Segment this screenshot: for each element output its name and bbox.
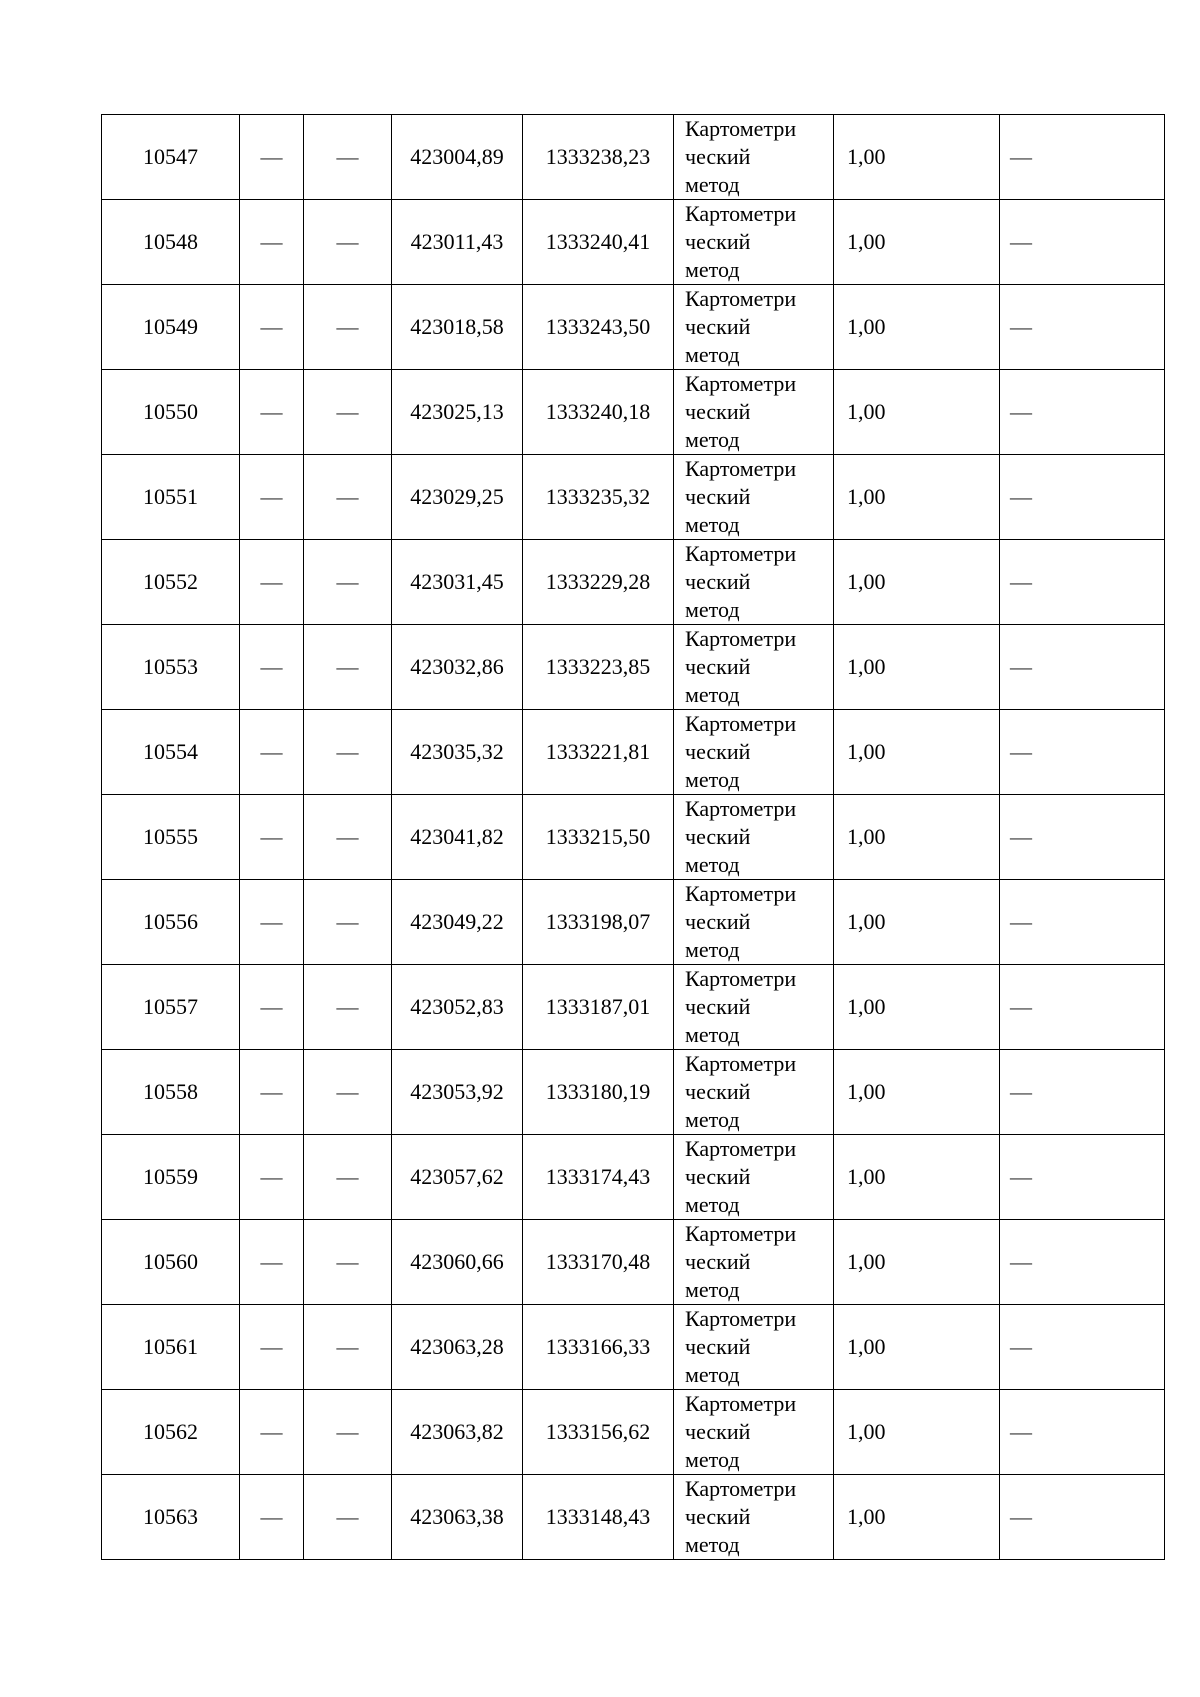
- point-number-cell: 10558: [102, 1050, 240, 1135]
- method-text-line: ческий: [685, 1504, 751, 1529]
- empty-value-cell: —: [304, 540, 392, 625]
- y-coordinate-cell: 1333235,32: [523, 455, 674, 540]
- method-text-line: метод: [685, 767, 740, 792]
- method-text-line: Картометри: [685, 541, 797, 566]
- table-row: [102, 540, 1165, 625]
- method-cell: [674, 370, 834, 455]
- accuracy-cell: 1,00: [834, 625, 1000, 710]
- empty-value-cell: —: [240, 880, 304, 965]
- empty-value-cell: —: [1000, 625, 1165, 710]
- accuracy-cell: 1,00: [834, 1135, 1000, 1220]
- point-number-cell: 10555: [102, 795, 240, 880]
- point-number-cell: 10559: [102, 1135, 240, 1220]
- point-number-cell: 10552: [102, 540, 240, 625]
- empty-value-cell: —: [1000, 285, 1165, 370]
- method-cell: [674, 710, 834, 795]
- table-row: [102, 965, 1165, 1050]
- empty-value-cell: —: [1000, 1220, 1165, 1305]
- method-text-line: метод: [685, 937, 740, 962]
- method-text-line: Картометри: [685, 116, 797, 141]
- empty-value-cell: —: [240, 1305, 304, 1390]
- y-coordinate-cell: 1333238,23: [523, 115, 674, 200]
- method-text-line: Картометри: [685, 371, 797, 396]
- method-text-line: метод: [685, 427, 740, 452]
- method-text-line: метод: [685, 1362, 740, 1387]
- accuracy-cell: 1,00: [834, 965, 1000, 1050]
- empty-value-cell: —: [1000, 880, 1165, 965]
- accuracy-cell: 1,00: [834, 370, 1000, 455]
- method-text-line: Картометри: [685, 881, 797, 906]
- accuracy-cell: 1,00: [834, 1305, 1000, 1390]
- empty-value-cell: —: [1000, 1390, 1165, 1475]
- empty-value-cell: —: [240, 1220, 304, 1305]
- x-coordinate-cell: 423035,32: [392, 710, 523, 795]
- method-text-line: ческий: [685, 1164, 751, 1189]
- point-number-cell: 10554: [102, 710, 240, 795]
- method-text-line: ческий: [685, 824, 751, 849]
- empty-value-cell: —: [1000, 1050, 1165, 1135]
- empty-value-cell: —: [1000, 200, 1165, 285]
- table-row: [102, 625, 1165, 710]
- point-number-cell: 10547: [102, 115, 240, 200]
- y-coordinate-cell: 1333243,50: [523, 285, 674, 370]
- empty-value-cell: —: [304, 200, 392, 285]
- method-text-line: метод: [685, 1532, 740, 1557]
- x-coordinate-cell: 423004,89: [392, 115, 523, 200]
- point-number-cell: 10549: [102, 285, 240, 370]
- empty-value-cell: —: [240, 1475, 304, 1560]
- y-coordinate-cell: 1333221,81: [523, 710, 674, 795]
- point-number-cell: 10561: [102, 1305, 240, 1390]
- x-coordinate-cell: 423032,86: [392, 625, 523, 710]
- method-text-line: ческий: [685, 909, 751, 934]
- method-cell: [674, 200, 834, 285]
- empty-value-cell: —: [240, 795, 304, 880]
- method-cell: [674, 115, 834, 200]
- point-number-cell: 10563: [102, 1475, 240, 1560]
- empty-value-cell: —: [1000, 1135, 1165, 1220]
- accuracy-cell: 1,00: [834, 795, 1000, 880]
- empty-value-cell: —: [1000, 115, 1165, 200]
- method-text-line: метод: [685, 1022, 740, 1047]
- accuracy-cell: 1,00: [834, 710, 1000, 795]
- table-row: [102, 1305, 1165, 1390]
- method-text-line: метод: [685, 1192, 740, 1217]
- method-text-line: ческий: [685, 484, 751, 509]
- y-coordinate-cell: 1333223,85: [523, 625, 674, 710]
- method-cell: [674, 1050, 834, 1135]
- table-row: [102, 795, 1165, 880]
- method-text-line: Картометри: [685, 626, 797, 651]
- method-cell: [674, 1220, 834, 1305]
- empty-value-cell: —: [1000, 455, 1165, 540]
- empty-value-cell: —: [240, 625, 304, 710]
- method-text-line: Картометри: [685, 286, 797, 311]
- empty-value-cell: —: [240, 200, 304, 285]
- method-text-line: метод: [685, 512, 740, 537]
- x-coordinate-cell: 423041,82: [392, 795, 523, 880]
- method-cell: [674, 1135, 834, 1220]
- method-text-line: метод: [685, 342, 740, 367]
- empty-value-cell: —: [240, 540, 304, 625]
- method-cell: [674, 285, 834, 370]
- y-coordinate-cell: 1333229,28: [523, 540, 674, 625]
- empty-value-cell: —: [304, 625, 392, 710]
- accuracy-cell: 1,00: [834, 455, 1000, 540]
- accuracy-cell: 1,00: [834, 540, 1000, 625]
- empty-value-cell: —: [240, 455, 304, 540]
- y-coordinate-cell: 1333166,33: [523, 1305, 674, 1390]
- method-cell: [674, 455, 834, 540]
- empty-value-cell: —: [1000, 370, 1165, 455]
- method-text-line: метод: [685, 172, 740, 197]
- empty-value-cell: —: [240, 370, 304, 455]
- x-coordinate-cell: 423063,38: [392, 1475, 523, 1560]
- empty-value-cell: —: [304, 710, 392, 795]
- empty-value-cell: —: [304, 455, 392, 540]
- y-coordinate-cell: 1333174,43: [523, 1135, 674, 1220]
- empty-value-cell: —: [1000, 1475, 1165, 1560]
- empty-value-cell: —: [240, 285, 304, 370]
- accuracy-cell: 1,00: [834, 1220, 1000, 1305]
- empty-value-cell: —: [304, 1475, 392, 1560]
- x-coordinate-cell: 423029,25: [392, 455, 523, 540]
- method-cell: [674, 880, 834, 965]
- x-coordinate-cell: 423011,43: [392, 200, 523, 285]
- method-text-line: Картометри: [685, 456, 797, 481]
- empty-value-cell: —: [304, 795, 392, 880]
- empty-value-cell: —: [240, 115, 304, 200]
- method-cell: [674, 965, 834, 1050]
- y-coordinate-cell: 1333198,07: [523, 880, 674, 965]
- method-text-line: ческий: [685, 314, 751, 339]
- empty-value-cell: —: [1000, 1305, 1165, 1390]
- y-coordinate-cell: 1333215,50: [523, 795, 674, 880]
- empty-value-cell: —: [304, 1220, 392, 1305]
- method-text-line: метод: [685, 1447, 740, 1472]
- method-text-line: ческий: [685, 1419, 751, 1444]
- method-cell: [674, 625, 834, 710]
- method-text-line: метод: [685, 1277, 740, 1302]
- empty-value-cell: —: [1000, 710, 1165, 795]
- y-coordinate-cell: 1333170,48: [523, 1220, 674, 1305]
- y-coordinate-cell: 1333156,62: [523, 1390, 674, 1475]
- table-row: [102, 285, 1165, 370]
- method-text-line: метод: [685, 597, 740, 622]
- method-text-line: ческий: [685, 229, 751, 254]
- empty-value-cell: —: [240, 1050, 304, 1135]
- method-text-line: Картометри: [685, 1136, 797, 1161]
- method-cell: [674, 1305, 834, 1390]
- table-row: [102, 1220, 1165, 1305]
- table-row: [102, 1050, 1165, 1135]
- empty-value-cell: —: [304, 1390, 392, 1475]
- table-row: [102, 710, 1165, 795]
- x-coordinate-cell: 423053,92: [392, 1050, 523, 1135]
- empty-value-cell: —: [240, 965, 304, 1050]
- accuracy-cell: 1,00: [834, 285, 1000, 370]
- method-text-line: метод: [685, 257, 740, 282]
- point-number-cell: 10550: [102, 370, 240, 455]
- empty-value-cell: —: [240, 1390, 304, 1475]
- method-text-line: метод: [685, 852, 740, 877]
- accuracy-cell: 1,00: [834, 200, 1000, 285]
- x-coordinate-cell: 423063,28: [392, 1305, 523, 1390]
- method-cell: [674, 795, 834, 880]
- method-text-line: Картометри: [685, 1476, 797, 1501]
- empty-value-cell: —: [1000, 795, 1165, 880]
- method-text-line: ческий: [685, 1249, 751, 1274]
- method-text-line: ческий: [685, 994, 751, 1019]
- method-text-line: ческий: [685, 144, 751, 169]
- accuracy-cell: 1,00: [834, 1390, 1000, 1475]
- point-number-cell: 10556: [102, 880, 240, 965]
- method-text-line: Картометри: [685, 201, 797, 226]
- table-row: [102, 1135, 1165, 1220]
- table-row: [102, 455, 1165, 540]
- y-coordinate-cell: 1333148,43: [523, 1475, 674, 1560]
- empty-value-cell: —: [304, 965, 392, 1050]
- y-coordinate-cell: 1333240,18: [523, 370, 674, 455]
- method-text-line: метод: [685, 1107, 740, 1132]
- accuracy-cell: 1,00: [834, 880, 1000, 965]
- x-coordinate-cell: 423052,83: [392, 965, 523, 1050]
- method-cell: [674, 1475, 834, 1560]
- empty-value-cell: —: [304, 880, 392, 965]
- empty-value-cell: —: [240, 1135, 304, 1220]
- table-row: [102, 1475, 1165, 1560]
- x-coordinate-cell: 423060,66: [392, 1220, 523, 1305]
- method-text-line: Картометри: [685, 711, 797, 736]
- method-text-line: ческий: [685, 739, 751, 764]
- point-number-cell: 10551: [102, 455, 240, 540]
- x-coordinate-cell: 423049,22: [392, 880, 523, 965]
- empty-value-cell: —: [1000, 540, 1165, 625]
- method-text-line: ческий: [685, 1079, 751, 1104]
- empty-value-cell: —: [304, 370, 392, 455]
- y-coordinate-cell: 1333180,19: [523, 1050, 674, 1135]
- empty-value-cell: —: [1000, 965, 1165, 1050]
- point-number-cell: 10562: [102, 1390, 240, 1475]
- x-coordinate-cell: 423063,82: [392, 1390, 523, 1475]
- method-text-line: Картометри: [685, 796, 797, 821]
- method-text-line: Картометри: [685, 1306, 797, 1331]
- empty-value-cell: —: [240, 710, 304, 795]
- empty-value-cell: —: [304, 285, 392, 370]
- empty-value-cell: —: [304, 115, 392, 200]
- method-cell: [674, 540, 834, 625]
- x-coordinate-cell: 423031,45: [392, 540, 523, 625]
- method-cell: [674, 1390, 834, 1475]
- table-row: [102, 880, 1165, 965]
- method-text-line: Картометри: [685, 1391, 797, 1416]
- empty-value-cell: —: [304, 1135, 392, 1220]
- x-coordinate-cell: 423025,13: [392, 370, 523, 455]
- point-number-cell: 10553: [102, 625, 240, 710]
- method-text-line: ческий: [685, 654, 751, 679]
- accuracy-cell: 1,00: [834, 115, 1000, 200]
- y-coordinate-cell: 1333187,01: [523, 965, 674, 1050]
- table-body: [102, 115, 1165, 1560]
- point-number-cell: 10560: [102, 1220, 240, 1305]
- coordinates-table: [101, 114, 1165, 1560]
- method-text-line: Картометри: [685, 966, 797, 991]
- table-row: [102, 200, 1165, 285]
- method-text-line: ческий: [685, 569, 751, 594]
- x-coordinate-cell: 423057,62: [392, 1135, 523, 1220]
- point-number-cell: 10548: [102, 200, 240, 285]
- table-row: [102, 115, 1165, 200]
- method-text-line: метод: [685, 682, 740, 707]
- y-coordinate-cell: 1333240,41: [523, 200, 674, 285]
- accuracy-cell: 1,00: [834, 1475, 1000, 1560]
- empty-value-cell: —: [304, 1050, 392, 1135]
- table-row: [102, 370, 1165, 455]
- method-text-line: ческий: [685, 1334, 751, 1359]
- x-coordinate-cell: 423018,58: [392, 285, 523, 370]
- method-text-line: Картометри: [685, 1051, 797, 1076]
- accuracy-cell: 1,00: [834, 1050, 1000, 1135]
- method-text-line: Картометри: [685, 1221, 797, 1246]
- table-row: [102, 1390, 1165, 1475]
- point-number-cell: 10557: [102, 965, 240, 1050]
- method-text-line: ческий: [685, 399, 751, 424]
- empty-value-cell: —: [304, 1305, 392, 1390]
